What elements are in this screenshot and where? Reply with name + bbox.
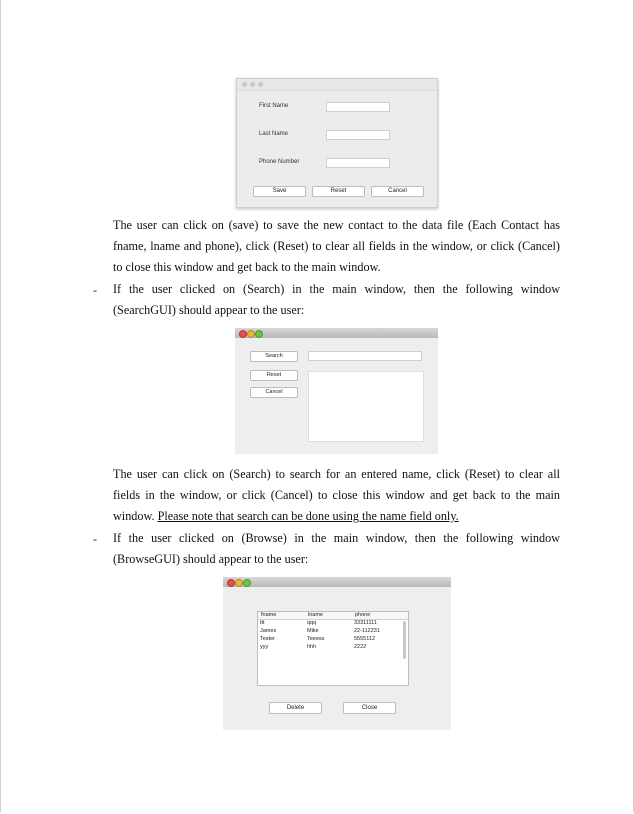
- text-line: The user can click on (Search) to search for an entered name, click (Reset) to clear all: [113, 467, 560, 481]
- zoom-button-icon[interactable]: [243, 579, 251, 587]
- text-line: If the user clicked on (Search) in the main window, then the following window: [113, 282, 560, 296]
- search-description-paragraph: [113, 464, 560, 527]
- reset-button[interactable]: Reset: [250, 370, 298, 381]
- browse-bullet-paragraph: [113, 528, 560, 570]
- table-cell[interactable]: yyy: [260, 644, 269, 650]
- table-cell[interactable]: James: [260, 628, 277, 634]
- table-cell[interactable]: 2222: [354, 644, 367, 650]
- close-button-icon[interactable]: [227, 579, 235, 587]
- column-header-lname[interactable]: lname: [308, 612, 323, 618]
- bullet-marker: -: [93, 283, 97, 297]
- table-cell[interactable]: 5555112: [354, 636, 376, 642]
- search-input[interactable]: [308, 351, 422, 361]
- browse-window: [223, 577, 451, 730]
- close-button-icon[interactable]: [239, 330, 247, 338]
- bullet-marker: -: [93, 532, 97, 546]
- text-line: The user can click on (save) to save the new contact to the data file (Each Contact has: [113, 218, 560, 232]
- contacts-table[interactable]: [257, 611, 409, 686]
- minimize-button-icon[interactable]: [247, 330, 255, 338]
- zoom-dot-icon[interactable]: [258, 82, 263, 87]
- table-cell[interactable]: qqq: [307, 620, 317, 626]
- table-cell[interactable]: 22-112231: [354, 628, 380, 634]
- save-button[interactable]: Save: [253, 186, 306, 197]
- window-titlebar[interactable]: [223, 577, 451, 587]
- table-header: [258, 612, 408, 620]
- table-cell[interactable]: 33311111: [354, 620, 377, 626]
- text-line: fields in the window, or click (Cancel) to close this window and get back to the main: [113, 488, 560, 502]
- last-name-label: Last Name: [259, 131, 289, 137]
- search-note-underlined: Please note that search can be done using the name field only.: [157, 509, 459, 523]
- text-line: If the user clicked on (Browse) in the main window, then the following window: [113, 531, 560, 545]
- table-cell[interactable]: ttt: [260, 620, 265, 626]
- last-name-field[interactable]: [326, 130, 390, 140]
- column-header-phone[interactable]: phone: [355, 612, 371, 618]
- cancel-button[interactable]: Cancel: [371, 186, 424, 197]
- first-name-field[interactable]: [326, 102, 390, 112]
- text-line: to close this window and get back to the main window.: [113, 260, 381, 274]
- reset-button[interactable]: Reset: [312, 186, 365, 197]
- minimize-dot-icon[interactable]: [250, 82, 255, 87]
- phone-number-field[interactable]: [326, 158, 390, 168]
- column-header-fname[interactable]: fname: [261, 612, 277, 618]
- close-button[interactable]: Close: [343, 702, 396, 714]
- search-bullet-paragraph: [113, 279, 560, 321]
- vertical-scrollbar[interactable]: [403, 621, 406, 659]
- table-cell[interactable]: hhh: [307, 644, 317, 650]
- text-line: (SearchGUI) should appear to the user:: [113, 303, 305, 317]
- window-titlebar[interactable]: [235, 328, 438, 338]
- zoom-button-icon[interactable]: [255, 330, 263, 338]
- table-cell[interactable]: Tester: [260, 636, 275, 642]
- text-line: (BrowseGUI) should appear to the user:: [113, 552, 309, 566]
- delete-button[interactable]: Delete: [269, 702, 322, 714]
- add-contact-window: [236, 78, 438, 208]
- search-window: [235, 328, 438, 454]
- first-name-label: First Name: [259, 103, 289, 109]
- phone-number-label: Phone Number: [259, 159, 300, 165]
- save-description-paragraph: [113, 215, 560, 278]
- search-button[interactable]: Search: [250, 351, 298, 362]
- text-line: window.: [113, 509, 158, 523]
- close-dot-icon[interactable]: [242, 82, 247, 87]
- minimize-button-icon[interactable]: [235, 579, 243, 587]
- cancel-button[interactable]: Cancel: [250, 387, 298, 398]
- results-area[interactable]: [308, 371, 424, 442]
- window-titlebar[interactable]: [237, 79, 437, 91]
- table-cell[interactable]: Teeess: [307, 636, 325, 642]
- text-line: fname, lname and phone), click (Reset) to clear all fields in the window, or click (Cancel): [113, 239, 560, 253]
- table-cell[interactable]: Mike: [307, 628, 319, 634]
